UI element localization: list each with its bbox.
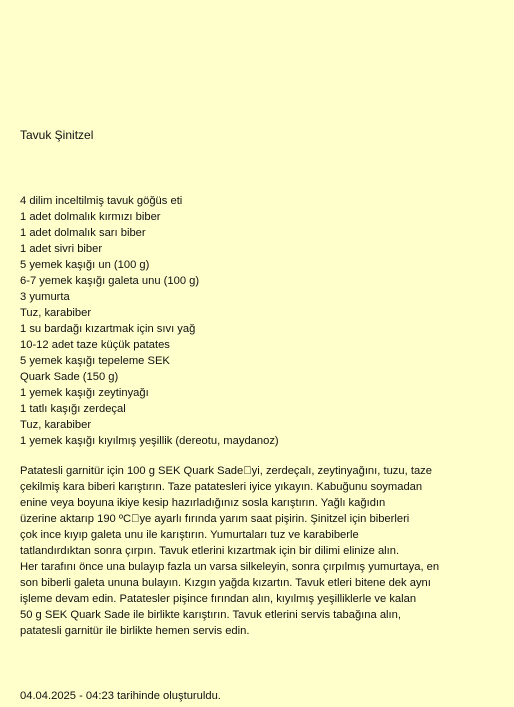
- ingredient-item: Quark Sade (150 g): [20, 371, 119, 383]
- instruction-line: işleme devam edin. Patatesler pişince fırından alın, kıyılmış yeşilliklerle ve kalan: [20, 593, 417, 605]
- instruction-line: Her tarafını önce una bulayıp fazla un varsa silkeleyin, sonra çırpılmış yumurtaya, en: [20, 561, 440, 573]
- ingredient-item: 1 adet dolmalık sarı biber: [20, 227, 146, 239]
- ingredient-item: 5 yemek kaşığı un (100 g): [20, 259, 150, 271]
- ingredient-item: 1 yemek kaşığı kıyılmış yeşillik (dereotu, maydanoz): [20, 435, 279, 447]
- ingredient-item: Tuz, karabiber: [20, 419, 92, 431]
- ingredient-item: 1 adet dolmalık kırmızı biber: [20, 211, 161, 223]
- instruction-line: Patatesli garnitür için 100 g SEK Quark Sade yi, zerdeçalı, zeytinyağını, tuzu, taze: [20, 465, 432, 477]
- ingredient-item: 5 yemek kaşığı tepeleme SEK: [20, 355, 170, 367]
- instruction-line: üzerine aktarıp 190 ºC ye ayarlı fırında yarım saat pişirin. Şinitzel için biberleri: [20, 513, 410, 525]
- ingredient-item: 1 adet sivri biber: [20, 243, 103, 255]
- ingredient-item: 4 dilim inceltilmiş tavuk göğüs eti: [20, 195, 183, 207]
- instruction-line: 50 g SEK Quark Sade ile birlikte karıştırın. Tavuk etlerini servis tabağına alın,: [20, 609, 401, 621]
- instruction-line: son biberli galeta ununa bulayın. Kızgın yağda kızartın. Tavuk etleri bitene dek aynı: [20, 577, 431, 589]
- ingredient-item: 1 yemek kaşığı zeytinyağı: [20, 387, 149, 399]
- ingredients-list: [20, 193, 279, 449]
- ingredient-item: 1 su bardağı kızartmak için sıvı yağ: [20, 323, 196, 335]
- ingredient-item: 1 tatlı kaşığı zerdeçal: [20, 403, 126, 415]
- instructions-paragraph: [20, 463, 508, 639]
- ingredient-item: 6-7 yemek kaşığı galeta unu (100 g): [20, 275, 200, 287]
- instruction-line: çok ince kıyıp galeta unu ile karıştırın. Yumurtaları tuz ve karabiberle: [20, 529, 359, 541]
- ingredient-item: Tuz, karabiber: [20, 307, 92, 319]
- created-timestamp: 04.04.2025 - 04:23 tarihinde oluşturuldu.: [20, 690, 221, 702]
- ingredient-item: 3 yumurta: [20, 291, 70, 303]
- instruction-line: tatlandırdıktan sonra çırpın. Tavuk etlerini kızartmak için bir dilimi elinize alın.: [20, 545, 400, 557]
- recipe-title: Tavuk Şinitzel: [20, 128, 94, 142]
- instruction-line: patatesli garnitür ile birlikte hemen servis edin.: [20, 625, 250, 637]
- ingredient-item: 10-12 adet taze küçük patates: [20, 339, 170, 351]
- instruction-line: enine veya boyuna ikiye kesip hazırladığınız sosla karıştırın. Yağlı kağıdın: [20, 497, 386, 509]
- instruction-line: çekilmiş kara biberi karıştırın. Taze patatesleri iyice yıkayın. Kabuğunu soymadan: [20, 481, 423, 493]
